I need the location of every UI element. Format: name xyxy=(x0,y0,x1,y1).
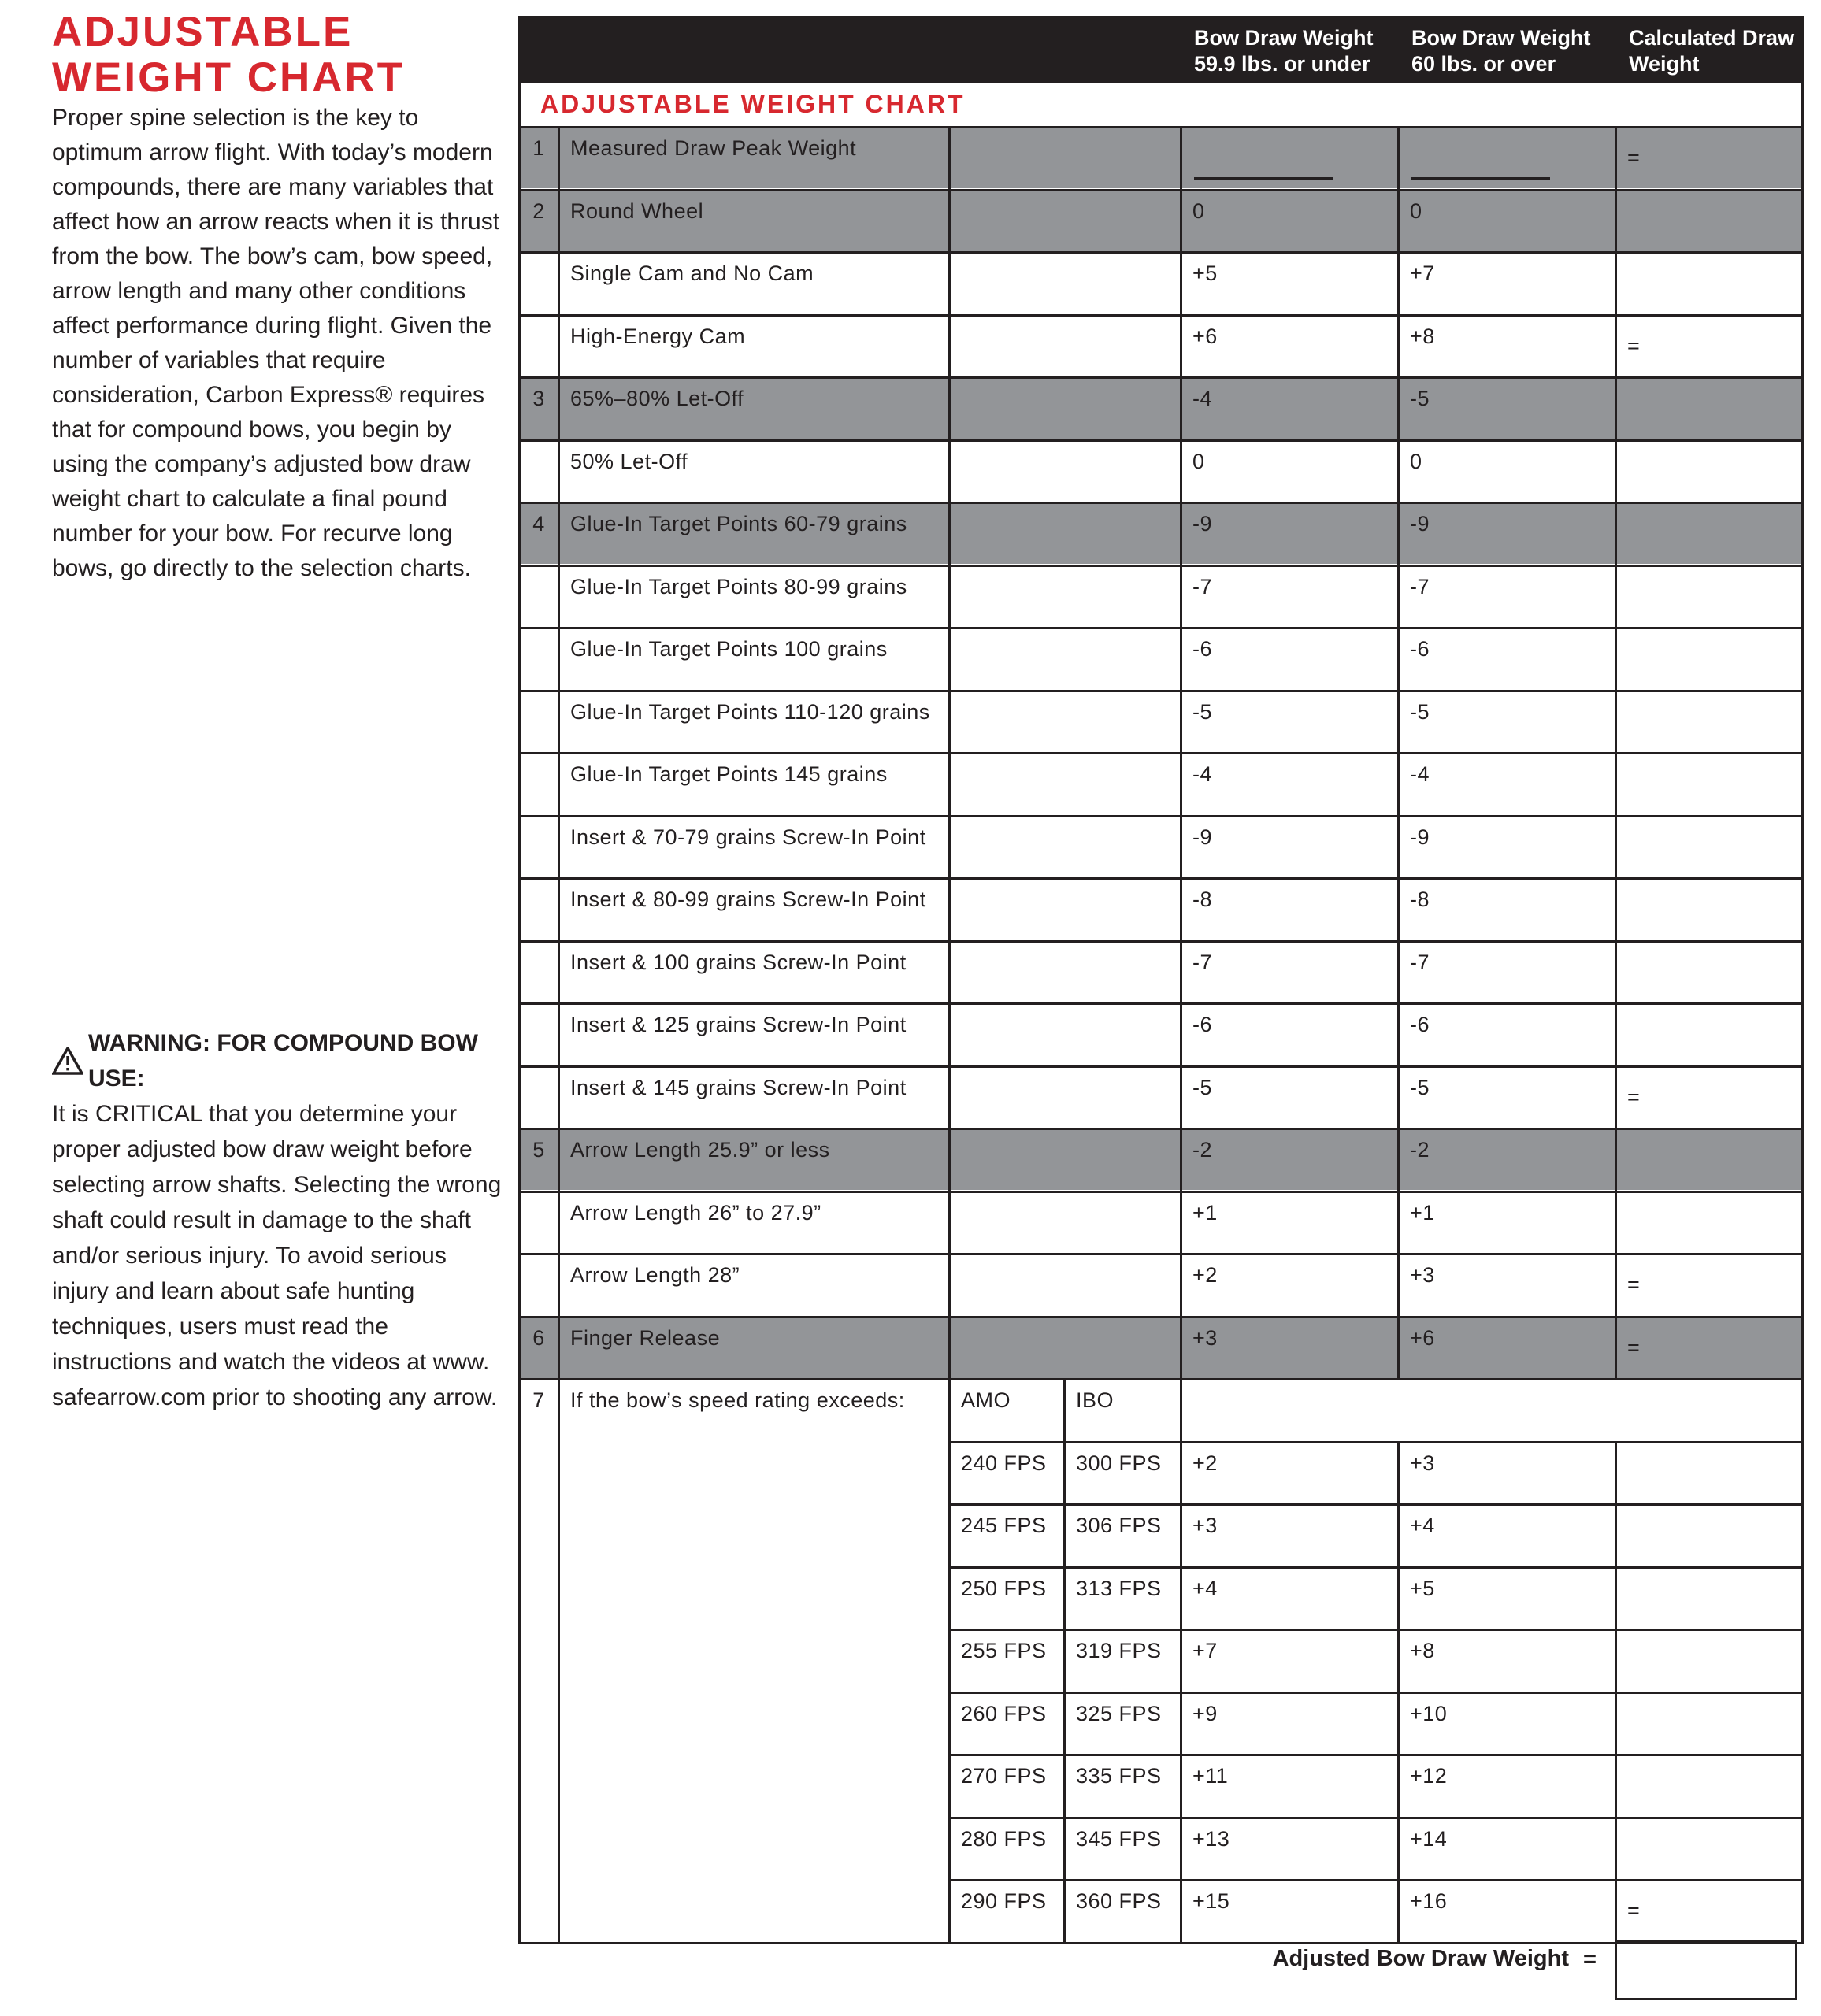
value-under-60: +2 xyxy=(1192,1451,1218,1475)
value-60-over: +1 xyxy=(1410,1200,1435,1225)
row-label: Glue-In Target Points 60-79 grains xyxy=(570,512,907,536)
table-row xyxy=(518,815,1804,877)
header-under-60: Bow Draw Weight 59.9 lbs. or under xyxy=(1194,26,1374,76)
value-under-60: +9 xyxy=(1192,1701,1218,1725)
table-row xyxy=(518,1253,1804,1315)
row-label: Round Wheel xyxy=(570,198,704,223)
row-label: Insert & 70-79 grains Screw-In Point xyxy=(570,825,926,849)
amo-value: 290 FPS xyxy=(961,1889,1047,1913)
col-divider-calc xyxy=(1615,126,1617,1378)
table-row xyxy=(518,126,1804,188)
adjusted-weight-input-box[interactable] xyxy=(1615,1940,1797,2000)
entry-blank-under[interactable] xyxy=(1194,177,1333,180)
warning-triangle-icon xyxy=(52,1047,83,1075)
value-60-over: +6 xyxy=(1410,1325,1435,1350)
value-60-over: -5 xyxy=(1410,387,1430,410)
row-number xyxy=(518,567,559,627)
row-label: Single Cam and No Cam xyxy=(570,261,814,285)
row-number xyxy=(518,817,559,877)
value-60-over: +5 xyxy=(1410,1576,1435,1600)
table-row xyxy=(518,1316,1804,1378)
row-number xyxy=(518,943,559,1002)
row-number: 6 xyxy=(532,1325,545,1350)
intro-paragraph: Proper spine selection is the key to optimum arrow flight. With today’s modern compounds, there are many variables that affect how an arrow reacts when it is thrust from the bow. The bow’s cam, bow speed, arrow length and many other conditions affect performance during flight. Given the number of variables that require consideration, Carbon Express® requires that for compound bows, you begin by using the company’s adjusted bow draw weight chart to calculate a final pound number for your bow. For recurve long bows, go directly to the selection charts. xyxy=(52,105,500,581)
value-under-60: 0 xyxy=(1192,449,1205,473)
row-label: Arrow Length 28” xyxy=(570,1263,740,1287)
col-divider-mid xyxy=(948,126,951,1378)
row-label: Insert & 125 grains Screw-In Point xyxy=(570,1013,907,1036)
value-under-60: -9 xyxy=(1192,512,1213,536)
row-number: 7 xyxy=(532,1388,545,1412)
calc-cell[interactable] xyxy=(1616,1756,1804,1816)
value-under-60: 0 xyxy=(1192,198,1205,223)
col-divider-calc-speed xyxy=(1615,1441,1617,1942)
calc-cell[interactable]: = xyxy=(1627,146,1641,169)
table-row xyxy=(518,502,1804,564)
value-under-60: -8 xyxy=(1192,888,1213,911)
ibo-value: 345 FPS xyxy=(1076,1826,1162,1851)
row-label: Glue-In Target Points 110-120 grains xyxy=(570,699,930,724)
row-number: 1 xyxy=(532,136,545,160)
calc-cell[interactable] xyxy=(1616,1631,1804,1691)
amo-value: 240 FPS xyxy=(961,1451,1047,1475)
row-number xyxy=(518,1005,559,1065)
col-divider-amo-left xyxy=(948,1378,951,1942)
calc-cell[interactable]: = xyxy=(1627,1084,1641,1109)
ibo-value: 335 FPS xyxy=(1076,1764,1162,1788)
table-row xyxy=(518,1128,1804,1190)
entry-blank-over[interactable] xyxy=(1411,177,1550,180)
value-60-over: -9 xyxy=(1410,512,1430,536)
table-row xyxy=(518,439,1804,502)
chart-subtitle: ADJUSTABLE WEIGHT CHART xyxy=(540,90,966,118)
value-under-60: -2 xyxy=(1192,1138,1213,1162)
value-60-over: -4 xyxy=(1410,762,1430,786)
row-label: Glue-In Target Points 80-99 grains xyxy=(570,574,907,598)
value-under-60: +1 xyxy=(1192,1200,1218,1225)
value-under-60: -5 xyxy=(1192,699,1213,724)
calc-cell[interactable]: = xyxy=(1627,333,1641,358)
value-60-over: +3 xyxy=(1410,1263,1435,1287)
value-60-over: -8 xyxy=(1410,888,1430,911)
value-under-60: +3 xyxy=(1192,1325,1218,1350)
table-row xyxy=(518,627,1804,689)
speed-row xyxy=(950,1879,1804,1941)
row-number xyxy=(518,1068,559,1128)
value-60-over: -9 xyxy=(1410,825,1430,849)
row-label: Glue-In Target Points 100 grains xyxy=(570,637,888,661)
value-under-60: -5 xyxy=(1192,1075,1213,1099)
table-row xyxy=(518,690,1804,752)
value-under-60: +7 xyxy=(1192,1639,1218,1662)
value-under-60: -6 xyxy=(1192,637,1213,661)
table-row xyxy=(518,376,1804,439)
amo-value: 280 FPS xyxy=(961,1826,1047,1851)
ibo-value: 313 FPS xyxy=(1076,1576,1162,1600)
speed-row xyxy=(950,1441,1804,1503)
calc-cell[interactable] xyxy=(1616,880,1804,939)
calc-cell[interactable] xyxy=(1616,692,1804,752)
table-row xyxy=(518,1191,1804,1253)
table-row xyxy=(518,752,1804,814)
table-row xyxy=(518,940,1804,1002)
ibo-value: 319 FPS xyxy=(1076,1639,1162,1662)
value-under-60: -4 xyxy=(1192,387,1213,410)
calc-cell[interactable]: = xyxy=(1627,1899,1641,1922)
speed-row xyxy=(950,1629,1804,1691)
header-calculated: Calculated Draw Weight xyxy=(1629,26,1795,76)
calc-cell[interactable] xyxy=(1616,1569,1804,1629)
value-60-over: -7 xyxy=(1410,950,1430,974)
header-60-over: Bow Draw Weight 60 lbs. or over xyxy=(1411,26,1591,76)
value-under-60: +3 xyxy=(1192,1514,1218,1537)
calc-cell[interactable] xyxy=(1616,1005,1804,1065)
table-row xyxy=(518,251,1804,313)
ibo-value: 325 FPS xyxy=(1076,1701,1162,1725)
amo-value: 270 FPS xyxy=(961,1764,1047,1788)
value-60-over: +10 xyxy=(1410,1701,1448,1725)
calc-cell[interactable] xyxy=(1616,191,1804,251)
warning-heading-row xyxy=(52,1025,509,1096)
row-label: Arrow Length 25.9” or less xyxy=(570,1138,830,1162)
value-under-60: +11 xyxy=(1192,1764,1229,1788)
speed-label: If the bow’s speed rating exceeds: xyxy=(570,1388,905,1412)
value-60-over: +8 xyxy=(1410,1639,1435,1662)
row-label: Measured Draw Peak Weight xyxy=(570,136,857,160)
adjusted-weight-label: Adjusted Bow Draw Weight xyxy=(1272,1946,1569,1971)
col-divider-under xyxy=(1180,126,1182,1942)
calc-cell[interactable] xyxy=(1616,1443,1804,1503)
row-number xyxy=(518,317,559,376)
ibo-value: 360 FPS xyxy=(1076,1889,1162,1913)
table-row xyxy=(518,189,1804,251)
calc-cell[interactable] xyxy=(1616,567,1804,627)
row-number xyxy=(518,442,559,502)
ibo-value: 300 FPS xyxy=(1076,1451,1162,1475)
calc-cell[interactable] xyxy=(1616,1506,1804,1566)
row-label: Glue-In Target Points 145 grains xyxy=(570,762,888,786)
speed-row xyxy=(950,1692,1804,1754)
calc-cell[interactable] xyxy=(1616,1193,1804,1253)
col-divider-amo-ibo xyxy=(1063,1378,1066,1942)
col-divider-number xyxy=(558,126,560,1942)
speed-row xyxy=(950,1817,1804,1879)
adjusted-weight-equals: = xyxy=(1583,1947,1597,1972)
value-under-60: -4 xyxy=(1192,762,1213,786)
value-under-60: +6 xyxy=(1192,324,1218,348)
speed-header-row xyxy=(518,1378,1804,1440)
row-label: 65%–80% Let-Off xyxy=(570,387,744,410)
value-60-over: -6 xyxy=(1410,1013,1430,1036)
chart-header xyxy=(518,16,1804,83)
table-row xyxy=(518,314,1804,376)
value-60-over: +12 xyxy=(1410,1764,1448,1788)
calc-cell[interactable] xyxy=(1616,1819,1804,1879)
col-divider-over xyxy=(1397,126,1400,1378)
calc-cell[interactable] xyxy=(1616,1130,1804,1190)
value-60-over: +8 xyxy=(1410,324,1435,348)
row-number xyxy=(518,1193,559,1253)
value-60-over: 0 xyxy=(1410,198,1422,223)
value-60-over: -2 xyxy=(1410,1138,1430,1162)
amo-value: 245 FPS xyxy=(961,1514,1047,1537)
warning-block xyxy=(52,1025,509,1415)
table-row xyxy=(518,1065,1804,1128)
calc-cell[interactable] xyxy=(1616,629,1804,689)
calc-cell[interactable]: = xyxy=(1627,1273,1641,1296)
amo-value: 260 FPS xyxy=(961,1701,1047,1725)
value-under-60: +15 xyxy=(1192,1889,1230,1913)
page-title: ADJUSTABLE WEIGHT CHART xyxy=(52,9,406,101)
ibo-header: IBO xyxy=(1076,1388,1114,1412)
row-number: 2 xyxy=(532,198,545,223)
row-number: 5 xyxy=(532,1138,545,1162)
table-border-bottom xyxy=(518,1942,1804,1944)
row-number: 3 xyxy=(532,387,545,410)
value-under-60: -7 xyxy=(1192,574,1213,598)
adjustable-weight-chart xyxy=(518,16,1804,1922)
value-60-over: +16 xyxy=(1410,1889,1448,1913)
table-border-right xyxy=(1801,83,1804,1944)
calc-cell[interactable] xyxy=(1616,254,1804,313)
amo-value: 255 FPS xyxy=(961,1639,1047,1662)
calc-cell[interactable] xyxy=(1616,504,1804,564)
calc-cell[interactable] xyxy=(1616,1694,1804,1754)
row-label: Insert & 145 grains Screw-In Point xyxy=(570,1075,907,1099)
value-under-60: -6 xyxy=(1192,1013,1213,1036)
value-60-over: -5 xyxy=(1410,1075,1430,1099)
row-number xyxy=(518,880,559,939)
table-border-left xyxy=(518,83,521,1944)
table-row xyxy=(518,877,1804,939)
calc-cell[interactable]: = xyxy=(1627,1335,1641,1359)
value-60-over: +3 xyxy=(1410,1451,1435,1475)
table-row xyxy=(518,565,1804,627)
calc-cell[interactable] xyxy=(1616,817,1804,877)
calc-cell[interactable] xyxy=(1616,754,1804,814)
row-label: Insert & 100 grains Screw-In Point xyxy=(570,950,907,974)
value-60-over: -6 xyxy=(1410,637,1430,661)
value-under-60: -9 xyxy=(1192,825,1213,849)
row-number xyxy=(518,254,559,313)
value-under-60: +5 xyxy=(1192,261,1218,285)
value-60-over: +14 xyxy=(1410,1826,1448,1851)
row-number: 4 xyxy=(532,512,545,536)
value-under-60: -7 xyxy=(1192,950,1213,974)
row-label: Arrow Length 26” to 27.9” xyxy=(570,1200,821,1225)
row-number xyxy=(518,754,559,814)
col-divider-over-speed xyxy=(1397,1441,1400,1942)
value-under-60: +13 xyxy=(1192,1826,1230,1851)
value-60-over: +7 xyxy=(1410,261,1435,285)
row-number xyxy=(518,692,559,752)
row-label: High-Energy Cam xyxy=(570,324,746,348)
value-60-over: +4 xyxy=(1410,1514,1435,1537)
row-number xyxy=(518,629,559,689)
amo-header: AMO xyxy=(961,1388,1011,1412)
value-60-over: -7 xyxy=(1410,574,1430,598)
value-under-60: +4 xyxy=(1192,1576,1218,1600)
value-60-over: -5 xyxy=(1410,699,1430,724)
warning-heading: WARNING: FOR COMPOUND BOW USE: xyxy=(88,1030,478,1091)
speed-row xyxy=(950,1754,1804,1816)
calc-cell[interactable] xyxy=(1616,442,1804,502)
amo-value: 250 FPS xyxy=(961,1576,1047,1600)
ibo-value: 306 FPS xyxy=(1076,1514,1162,1537)
speed-row xyxy=(950,1503,1804,1566)
row-number xyxy=(518,1255,559,1315)
calc-cell[interactable] xyxy=(1616,379,1804,439)
calc-cell[interactable] xyxy=(1616,943,1804,1002)
table-row xyxy=(518,1002,1804,1065)
value-under-60: +2 xyxy=(1192,1263,1218,1287)
row-label: Insert & 80-99 grains Screw-In Point xyxy=(570,888,926,911)
speed-row xyxy=(950,1566,1804,1629)
row-label: 50% Let-Off xyxy=(570,449,688,473)
warning-text: It is CRITICAL that you determine your proper adjusted bow draw weight before selecting arrow shafts. Selecting the wrong shaft could result in damage to the shaft and/or serious injury. To avoid serious injury and learn about safe hunting techniques, users must read the instructions and watch the videos at www. safearrow.com prior to shooting any arrow. xyxy=(52,1101,502,1410)
row-label: Finger Release xyxy=(570,1325,721,1350)
value-60-over: 0 xyxy=(1410,449,1422,473)
